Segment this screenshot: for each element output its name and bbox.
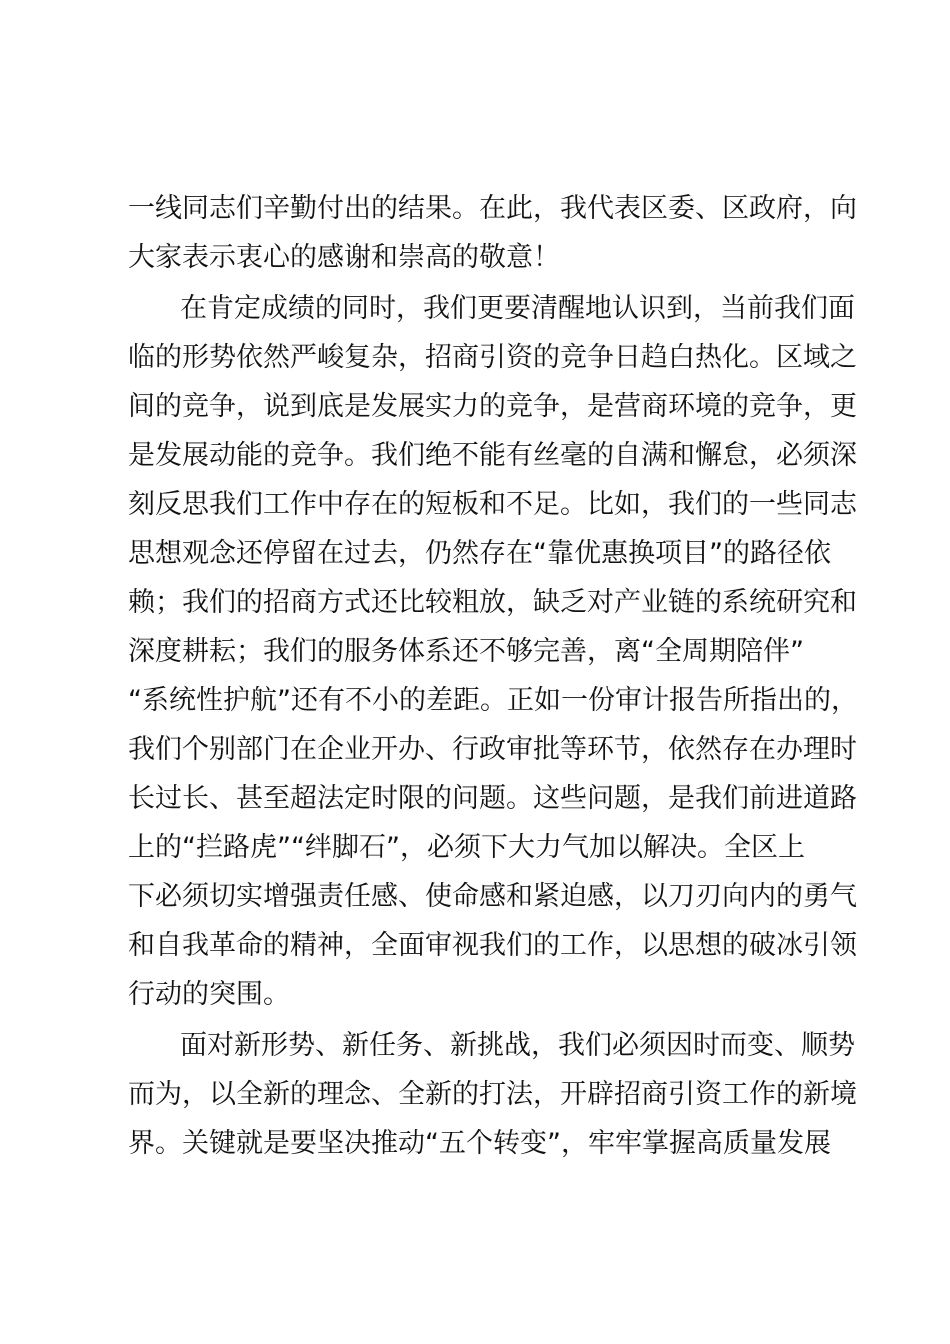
text-line: 刻反思我们工作中存在的短板和不足。比如，我们的一些同志	[128, 489, 857, 520]
text-line: 临的形势依然严峻复杂，招商引资的竞争日趋白热化。区域之	[128, 342, 857, 373]
text-line: 是发展动能的竞争。我们绝不能有丝毫的自满和懈怠，必须深	[128, 440, 857, 471]
text-line: 一线同志们辛勤付出的结果。在此，我代表区委、区政府，向	[128, 193, 857, 224]
text-line: 在肯定成绩的同时，我们更要清醒地认识到，当前我们面	[180, 293, 855, 324]
text-line: 长过长、甚至超法定时限的问题。这些问题，是我们前进道路	[128, 783, 857, 814]
text-line: 行动的突围。	[128, 979, 290, 1010]
text-line: 我们个别部门在企业开办、行政审批等环节，依然存在办理时	[128, 734, 857, 765]
text-line: 大家表示衷心的感谢和崇高的敬意！	[128, 242, 560, 273]
paragraph-1	[128, 184, 857, 282]
text-line: 界。关键就是要坚决推动“五个转变”，牢牢掌握高质量发展	[128, 1128, 831, 1159]
paragraph-2	[128, 284, 858, 1019]
text-line: 面对新形势、新任务、新挑战，我们必须因时而变、顺势	[180, 1030, 855, 1061]
text-line: 而为，以全新的理念、全新的打法，开辟招商引资工作的新境	[128, 1079, 857, 1110]
text-line: 思想观念还停留在过去，仍然存在“靠优惠换项目”的路径依	[128, 538, 831, 569]
text-line: 深度耕耘；我们的服务体系还不够完善，离“全周期陪伴”	[128, 636, 804, 667]
text-line: “系统性护航”还有不小的差距。正如一份审计报告所指出的，	[128, 685, 858, 716]
body-text	[128, 184, 858, 1168]
text-line: 上的“拦路虎”“绊脚石”，必须下大力气加以解决。全区上	[128, 832, 805, 863]
text-line: 间的竞争，说到底是发展实力的竞争，是营商环境的竞争，更	[128, 391, 857, 422]
paragraph-3	[128, 1021, 857, 1168]
text-line: 赖；我们的招商方式还比较粗放，缺乏对产业链的系统研究和	[128, 587, 857, 618]
text-line: 下必须切实增强责任感、使命感和紧迫感，以刀刃向内的勇气	[128, 881, 857, 912]
text-line: 和自我革命的精神，全面审视我们的工作，以思想的破冰引领	[128, 930, 857, 961]
